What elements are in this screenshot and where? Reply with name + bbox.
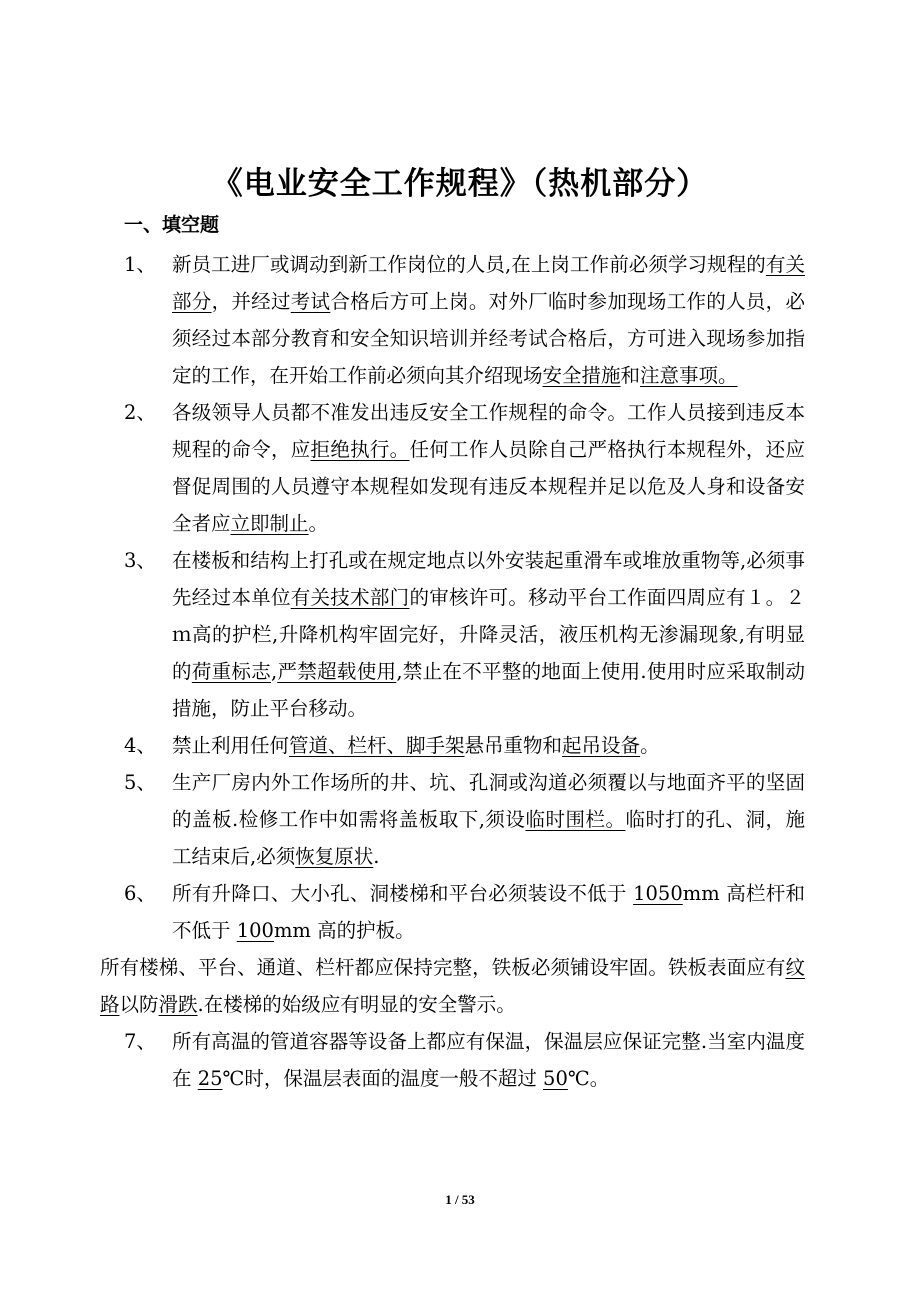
answer-blank: 立即制止 [230,512,309,535]
text-run: 合格后方可上岗。对外厂临时参加现场工作的人员，必须经过本部分教育和安全知识培训并经考试合格后，方可进入现场参加指定的工作，在开始工作前必须向其介绍现场 [172,290,805,387]
text-run: 所有楼梯、平台、通道、栏杆都应保持完整，铁板必须铺设牢固。铁板表面应有 [100,956,786,979]
question-item [100,875,805,949]
question-number: 5、 [124,771,156,794]
question-text [172,1023,805,1097]
section-heading: 一、填空题 [124,214,220,236]
text-run: 所有高温的管道容器等设备上都应有保温，保温层应保证完整.当室内温度在 [172,1030,805,1090]
answer-blank: 起吊设备 [562,734,641,757]
answer-blank: 纹路 [100,956,805,1016]
text-run: 临时打的孔、洞，施工结束后,必须 [172,808,805,868]
answer-blank: 恢复原状 [295,845,374,868]
text-run: mm 高的护板。 [273,919,415,942]
text-run: , [271,660,278,683]
question-text [172,875,805,949]
answer-blank: 1050 [633,882,683,905]
text-run: 任何工作人员除自己严格执行本规程外，还应督促周围的人员遵守本规程如发现有违反本规程并足以危及人身和设备安全者应 [172,438,805,535]
question-number: 7、 [124,1030,156,1053]
answer-blank: 考试 [290,290,331,313]
text-run: 的审核许可。移动平台工作面四周应有１。２ｍ高的护栏,升降机构牢固完好，升降灵活，液压机构无渗漏现象,有明显的 [172,586,805,683]
question-text [172,727,805,764]
answer-blank: 安全措施 [542,364,621,387]
question-number: 4、 [124,734,156,757]
text-run: 新员工进厂或调动到新工作岗位的人员,在上岗工作前必须学习规程的 [172,253,766,276]
answer-blank: 拒绝执行。 [310,438,410,461]
text-run: ℃。 [567,1067,610,1090]
question-continuation [100,949,805,1023]
document-title: 《电业安全工作规程》（热机部分） [211,166,709,202]
question-item [100,246,805,394]
answer-blank: 有关技术部门 [290,586,410,609]
answer-blank: 荷重标志 [191,660,272,683]
question-item [100,1023,805,1097]
text-run: 在楼板和结构上打孔或在规定地点以外安装起重滑车或堆放重物等,必须事先经过本单位 [172,549,805,609]
question-text [172,542,805,727]
answer-blank: 注意事项。 [640,364,738,387]
text-run: ,禁止在不平整的地面上使用.使用时应采取制动措施，防止平台移动。 [172,660,805,720]
text-run: . [373,845,380,868]
question-item [100,394,805,542]
answer-blank: 50 [543,1067,568,1090]
answer-blank: 100 [236,919,274,942]
text-run: mm 高栏杆和不低于 [172,882,805,942]
answer-blank: 滑跌 [158,993,198,1016]
question-number: 1、 [124,253,156,276]
answer-blank: 管道、栏杆、脚手架 [289,734,465,757]
text-run: 生产厂房内外工作场所的井、坑、孔洞或沟道必须覆以与地面齐平的坚固的盖板.检修工作中如需将盖板取下,须设 [172,771,805,831]
text-run: 禁止利用任何 [172,734,290,757]
question-text [172,246,805,394]
question-text [172,764,805,875]
text-run: 。 [640,734,660,757]
answer-blank: 25 [197,1067,223,1090]
question-text [172,394,805,542]
text-run: .在楼梯的始级应有明显的安全警示。 [197,993,516,1016]
answer-blank: 临时围栏。 [525,808,626,831]
question-item [100,764,805,875]
question-number: 3、 [124,549,156,572]
text-run: ，并经过 [211,290,291,313]
question-item [100,727,805,764]
text-run: 和 [620,364,641,387]
text-run: 各级领导人员都不准发出违反安全工作规程的命令。工作人员接到违反本规程的命令，应 [172,401,805,461]
answer-blank: 严禁超载使用 [277,660,397,683]
text-run: 所有升降口、大小孔、洞楼梯和平台必须装设不低于 [172,882,634,905]
text-run: 以防 [119,993,159,1016]
text-run: 。 [308,512,329,535]
page-number: 1 / 53 [445,1192,475,1207]
text-run: 悬吊重物和 [464,734,563,757]
question-item [100,542,805,727]
document-body [100,246,805,1097]
question-number: 6、 [124,882,156,905]
text-run: ℃时，保温层表面的温度一般不超过 [222,1067,544,1090]
answer-blank: 有关部分 [172,253,805,313]
question-number: 2、 [124,401,156,424]
